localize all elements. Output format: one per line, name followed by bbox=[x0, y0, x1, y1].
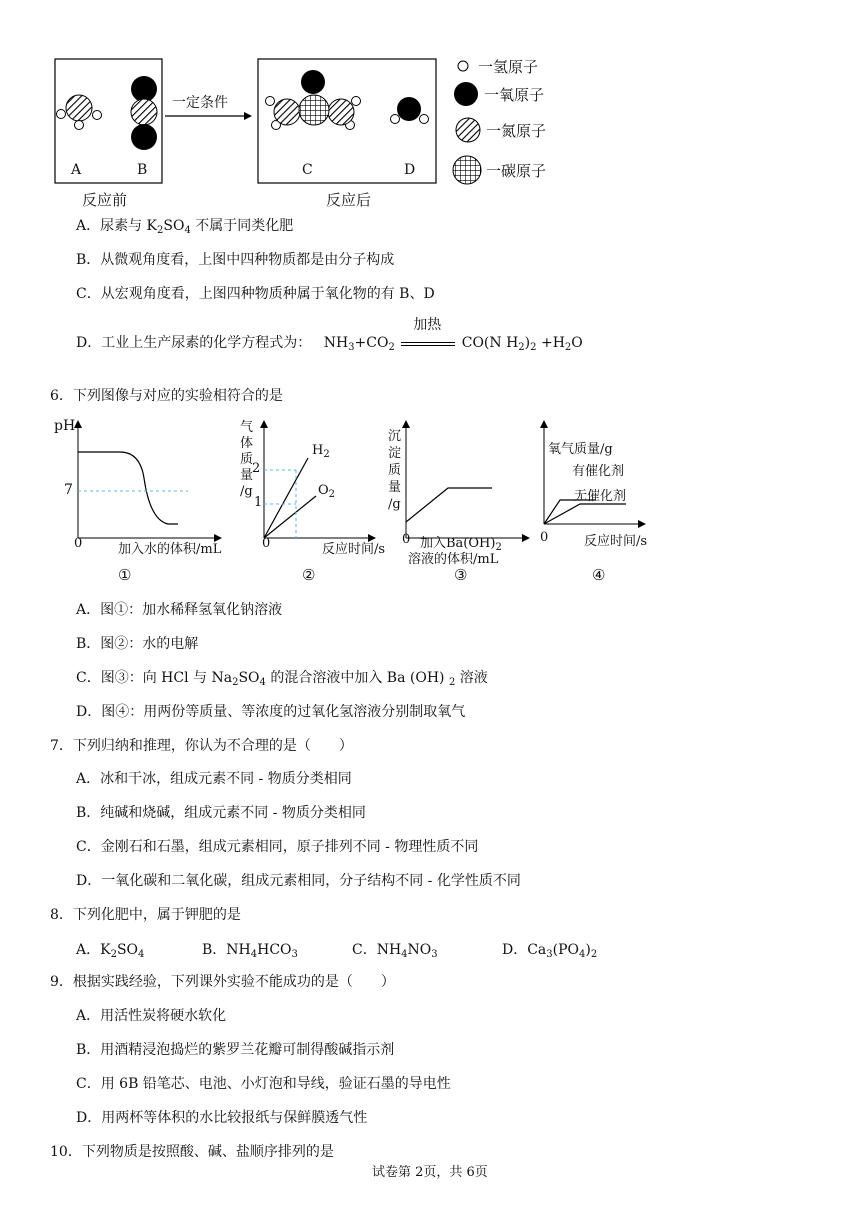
molecule-d bbox=[391, 97, 429, 124]
graph-1-ylabel: pH bbox=[54, 418, 76, 434]
q6-option-d: D．图④：用两份等质量、等浓度的过氧化氢溶液分别制取氧气 bbox=[76, 704, 466, 720]
q5-option-a: A．尿素与 $K_2SO_4$ 不属于同类化肥 bbox=[76, 218, 294, 236]
graph-4-xlabel: 反应时间/s bbox=[584, 534, 648, 549]
graph-4-id: ④ bbox=[592, 566, 606, 584]
q7-stem: 7．下列归纳和推理，你认为不合理的是（ ） bbox=[50, 738, 353, 754]
q5-option-d: D．工业上生产尿素的化学方程式为： $NH_3+CO_2$ 加热 CO(N $H_2)_2 +H_2O$ bbox=[76, 317, 583, 353]
q7-option-c: C．金刚石和石墨，组成元素相同，原子排列不同 - 物理性质不同 bbox=[76, 839, 479, 855]
graph-3-curve bbox=[406, 488, 492, 522]
q9-stem: 9．根据实践经验，下列课外实验不能成功的是（ ） bbox=[50, 974, 395, 990]
o2-line bbox=[264, 496, 316, 538]
q10-stem: 10．下列物质是按照酸、碱、盐顺序排列的是 bbox=[50, 1144, 334, 1160]
graph-1-origin: 0 bbox=[74, 536, 83, 551]
reaction-diagram bbox=[0, 0, 860, 212]
legend-nitrogen: 一氮原子 bbox=[486, 122, 547, 140]
graph-1-id: ① bbox=[118, 566, 132, 584]
graph-4-origin: 0 bbox=[540, 530, 549, 545]
q8-option-c: C．$NH_4NO_3$ bbox=[352, 942, 438, 960]
q7-option-a: A．冰和干冰，组成元素不同 - 物质分类相同 bbox=[76, 771, 352, 787]
oxygen-atom-icon bbox=[454, 82, 478, 106]
graph-3-xlabel-1: 加入$Ba(OH)_2$ bbox=[420, 536, 502, 553]
q8-stem: 8．下列化肥中，属于钾肥的是 bbox=[50, 907, 241, 923]
graph-3 bbox=[406, 424, 526, 538]
graph-2-origin: 0 bbox=[262, 536, 271, 551]
q8-option-d: D．$Ca_3(PO_4)_2$ bbox=[502, 942, 598, 960]
graph-1-xlabel: 加入水的体积/mL bbox=[118, 542, 222, 557]
graph-3-xlabel-2: 溶液的体积/mL bbox=[408, 552, 499, 567]
caption-before: 反应前 bbox=[82, 191, 128, 209]
graph-2-tick-2: 2 bbox=[252, 461, 261, 476]
label-a: A bbox=[71, 162, 82, 178]
graph-1 bbox=[78, 424, 218, 538]
reaction-condition: 加热 bbox=[399, 333, 457, 353]
q6-option-b: B．图②：水的电解 bbox=[76, 636, 199, 652]
q6-stem: 6．下列图像与对应的实验相符合的是 bbox=[50, 388, 283, 404]
q8-option-b: B．$NH_4HCO_3$ bbox=[202, 942, 298, 960]
q7-option-d: D．一氧化碳和二氧化碳，组成元素相同，分子结构不同 - 化学性质不同 bbox=[76, 873, 521, 889]
legend-hydrogen: 一氢原子 bbox=[478, 58, 539, 76]
q9-option-a: A．用活性炭将硬水软化 bbox=[76, 1008, 227, 1024]
q9-option-c: C．用 6B 铅笔芯、电池、小灯泡和导线，验证石墨的导电性 bbox=[76, 1076, 451, 1092]
label-d: D bbox=[404, 162, 416, 178]
molecule-b bbox=[131, 76, 157, 150]
q8-option-a: A．$K_2SO_4$ bbox=[76, 942, 145, 960]
h2-label: $H_2$ bbox=[312, 443, 330, 460]
graph-1-ref: 7 bbox=[64, 482, 73, 498]
graph-3-id: ③ bbox=[454, 566, 468, 584]
carbon-atom-icon bbox=[453, 156, 481, 184]
q5-option-c: C．从宏观角度看，上图四种物质种属于氧化物的有 B、D bbox=[76, 286, 435, 302]
q9-option-d: D．用两杯等体积的水比较报纸与保鲜膜透气性 bbox=[76, 1110, 368, 1126]
graph-2 bbox=[264, 424, 372, 538]
no-catalyst-curve bbox=[544, 504, 626, 524]
caption-after: 反应后 bbox=[326, 191, 372, 209]
graph-2-xlabel: 反应时间/s bbox=[322, 542, 386, 557]
molecule-a bbox=[57, 95, 102, 130]
arrow-head-icon bbox=[244, 112, 252, 120]
graph-2-tick-1: 1 bbox=[254, 495, 263, 510]
label-b: B bbox=[137, 162, 148, 178]
q5-option-b: B．从微观角度看，上图中四种物质都是由分子构成 bbox=[76, 252, 395, 268]
no-catalyst-label: 无催化剂 bbox=[574, 489, 627, 504]
graph-2-ylabel: 气 体 质 量 /g bbox=[240, 420, 254, 499]
graph-1-curve bbox=[78, 452, 178, 524]
graph-3-origin: 0 bbox=[402, 532, 411, 547]
graph-2-id: ② bbox=[302, 566, 316, 584]
molecule-c bbox=[266, 70, 361, 130]
o2-label: $O_2$ bbox=[318, 483, 336, 500]
label-c: C bbox=[302, 162, 313, 178]
q9-option-b: B．用酒精浸泡捣烂的紫罗兰花瓣可制得酸碱指示剂 bbox=[76, 1042, 395, 1058]
arrow-label: 一定条件 bbox=[172, 95, 228, 111]
nitrogen-atom-icon bbox=[456, 118, 480, 142]
graph-3-ylabel: 沉 淀 质 量 /g bbox=[388, 429, 402, 512]
hydrogen-atom-icon bbox=[458, 61, 468, 71]
page-footer: 试卷第 2页，共 6页 bbox=[372, 1165, 488, 1180]
graph-4-ylabel: 氧气质量/g bbox=[548, 442, 613, 457]
q6-option-c: C．图③：向 HCl 与 $Na_2SO_4$ 的混合溶液中加入 Ba (OH) $_2$ 溶液 bbox=[76, 670, 488, 688]
q6-option-a: A．图①：加水稀释氢氧化钠溶液 bbox=[76, 602, 283, 618]
catalyst-label: 有催化剂 bbox=[572, 464, 625, 479]
legend-carbon: 一碳原子 bbox=[486, 162, 547, 180]
q7-option-b: B．纯碱和烧碱，组成元素不同 - 物质分类相同 bbox=[76, 805, 366, 821]
legend-oxygen: 一氧原子 bbox=[484, 86, 545, 104]
